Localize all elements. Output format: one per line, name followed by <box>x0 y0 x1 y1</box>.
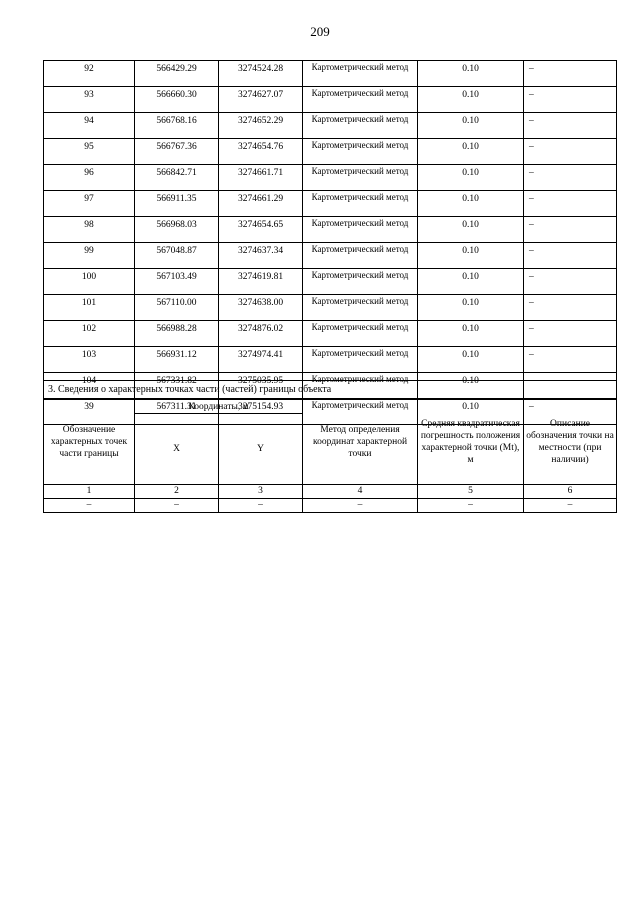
column-number: 1 <box>44 485 135 499</box>
method-cell: Картометрический метод <box>303 321 418 347</box>
method-cell: Картометрический метод <box>303 373 418 399</box>
coord-y-cell: 3275035.95 <box>219 373 303 399</box>
header-row-1 <box>44 400 617 414</box>
method-cell: Картометрический метод <box>303 243 418 269</box>
point-id-cell: 103 <box>44 347 135 373</box>
points-table <box>43 60 617 425</box>
coord-y-cell: 3274654.76 <box>219 139 303 165</box>
table-row <box>44 61 617 87</box>
coord-x-cell: 566842.71 <box>135 165 219 191</box>
accuracy-cell: 0.10 <box>418 217 524 243</box>
coord-y-cell: 3274627.07 <box>219 87 303 113</box>
empty-cell: – <box>219 499 303 513</box>
table-row <box>44 217 617 243</box>
header-accuracy: Средняя квадратическая погрешность положения характерной точки (Мt), м <box>418 400 524 485</box>
point-id-cell: 101 <box>44 295 135 321</box>
accuracy-cell: 0.10 <box>418 113 524 139</box>
parts-table <box>43 380 617 513</box>
coord-y-cell: 3274637.34 <box>219 243 303 269</box>
method-cell: Картометрический метод <box>303 113 418 139</box>
coord-y-cell: 3274661.71 <box>219 165 303 191</box>
description-cell: – <box>524 139 617 165</box>
point-id-cell: 95 <box>44 139 135 165</box>
description-cell: – <box>524 191 617 217</box>
empty-cell: – <box>44 499 135 513</box>
accuracy-cell: 0.10 <box>418 347 524 373</box>
method-cell: Картометрический метод <box>303 87 418 113</box>
description-cell: – <box>524 399 617 425</box>
coord-x-cell: 566660.30 <box>135 87 219 113</box>
method-cell: Картометрический метод <box>303 269 418 295</box>
method-cell: Картометрический метод <box>303 61 418 87</box>
coord-x-cell: 567103.49 <box>135 269 219 295</box>
coord-y-cell: 3274654.65 <box>219 217 303 243</box>
description-cell: – <box>524 87 617 113</box>
point-id-cell: 94 <box>44 113 135 139</box>
accuracy-cell: 0.10 <box>418 61 524 87</box>
accuracy-cell: 0.10 <box>418 373 524 399</box>
coord-x-cell: 566911.35 <box>135 191 219 217</box>
point-id-cell: 99 <box>44 243 135 269</box>
table-row <box>44 347 617 373</box>
coord-y-cell: 3274638.00 <box>219 295 303 321</box>
coord-x-cell: 566931.12 <box>135 347 219 373</box>
column-number: 4 <box>303 485 418 499</box>
coord-y-cell: 3274876.02 <box>219 321 303 347</box>
coord-y-cell: 3274619.81 <box>219 269 303 295</box>
accuracy-cell: 0.10 <box>418 87 524 113</box>
header-x: X <box>135 414 219 485</box>
column-number-row <box>44 485 617 499</box>
point-id-cell: 104 <box>44 373 135 399</box>
coord-y-cell: 3274974.41 <box>219 347 303 373</box>
empty-cell: – <box>524 499 617 513</box>
empty-cell: – <box>135 499 219 513</box>
method-cell: Картометрический метод <box>303 399 418 425</box>
table-row <box>44 139 617 165</box>
table-row <box>44 165 617 191</box>
accuracy-cell: 0.10 <box>418 321 524 347</box>
coord-x-cell: 567048.87 <box>135 243 219 269</box>
coord-x-cell: 567331.82 <box>135 373 219 399</box>
description-cell: – <box>524 347 617 373</box>
coord-x-cell: 567311.31 <box>135 399 219 425</box>
accuracy-cell: 0.10 <box>418 295 524 321</box>
accuracy-cell: 0.10 <box>418 269 524 295</box>
column-number: 5 <box>418 485 524 499</box>
column-number: 2 <box>135 485 219 499</box>
point-id-cell: 100 <box>44 269 135 295</box>
table-row <box>44 113 617 139</box>
section-title-row <box>44 381 617 400</box>
method-cell: Картометрический метод <box>303 295 418 321</box>
coord-x-cell: 566988.28 <box>135 321 219 347</box>
method-cell: Картометрический метод <box>303 139 418 165</box>
table-row <box>44 295 617 321</box>
coord-y-cell: 3274524.28 <box>219 61 303 87</box>
table-row <box>44 87 617 113</box>
method-cell: Картометрический метод <box>303 347 418 373</box>
empty-cell: – <box>418 499 524 513</box>
column-number: 3 <box>219 485 303 499</box>
coord-y-cell: 3275154.93 <box>219 399 303 425</box>
coord-x-cell: 566768.16 <box>135 113 219 139</box>
page-number: 209 <box>310 24 330 39</box>
method-cell: Картометрический метод <box>303 217 418 243</box>
coord-x-cell: 566429.29 <box>135 61 219 87</box>
section-title: 3. Сведения о характерных точках части (частей) границы объекта <box>44 381 617 400</box>
table-row <box>44 191 617 217</box>
accuracy-cell: 0.10 <box>418 243 524 269</box>
header-coordinates: Координаты, м <box>135 400 303 414</box>
empty-cell: – <box>303 499 418 513</box>
accuracy-cell: 0.10 <box>418 399 524 425</box>
accuracy-cell: 0.10 <box>418 165 524 191</box>
description-cell: – <box>524 61 617 87</box>
point-id-cell: 39 <box>44 399 135 425</box>
header-method: Метод определения координат характерной точки <box>303 400 418 485</box>
points-table-body <box>44 61 617 425</box>
coord-x-cell: 566968.03 <box>135 217 219 243</box>
description-cell: – <box>524 217 617 243</box>
description-cell: – <box>524 113 617 139</box>
point-id-cell: 92 <box>44 61 135 87</box>
coord-x-cell: 566767.36 <box>135 139 219 165</box>
point-id-cell: 98 <box>44 217 135 243</box>
empty-data-row <box>44 499 617 513</box>
header-description: Описание обозначения точки на местности (при наличии) <box>524 400 617 485</box>
column-number: 6 <box>524 485 617 499</box>
method-cell: Картометрический метод <box>303 191 418 217</box>
table-row <box>44 243 617 269</box>
method-cell: Картометрический метод <box>303 165 418 191</box>
description-cell: – <box>524 295 617 321</box>
accuracy-cell: 0.10 <box>418 139 524 165</box>
coord-y-cell: 3274661.29 <box>219 191 303 217</box>
point-id-cell: 102 <box>44 321 135 347</box>
accuracy-cell: 0.10 <box>418 191 524 217</box>
point-id-cell: 97 <box>44 191 135 217</box>
table-row <box>44 321 617 347</box>
header-designation: Обозначение характерных точек части границы <box>44 400 135 485</box>
point-id-cell: 93 <box>44 87 135 113</box>
coord-x-cell: 567110.00 <box>135 295 219 321</box>
description-cell: – <box>524 321 617 347</box>
description-cell: – <box>524 373 617 399</box>
description-cell: – <box>524 243 617 269</box>
coord-y-cell: 3274652.29 <box>219 113 303 139</box>
point-id-cell: 96 <box>44 165 135 191</box>
description-cell: – <box>524 165 617 191</box>
table-row <box>44 269 617 295</box>
header-y: Y <box>219 414 303 485</box>
description-cell: – <box>524 269 617 295</box>
